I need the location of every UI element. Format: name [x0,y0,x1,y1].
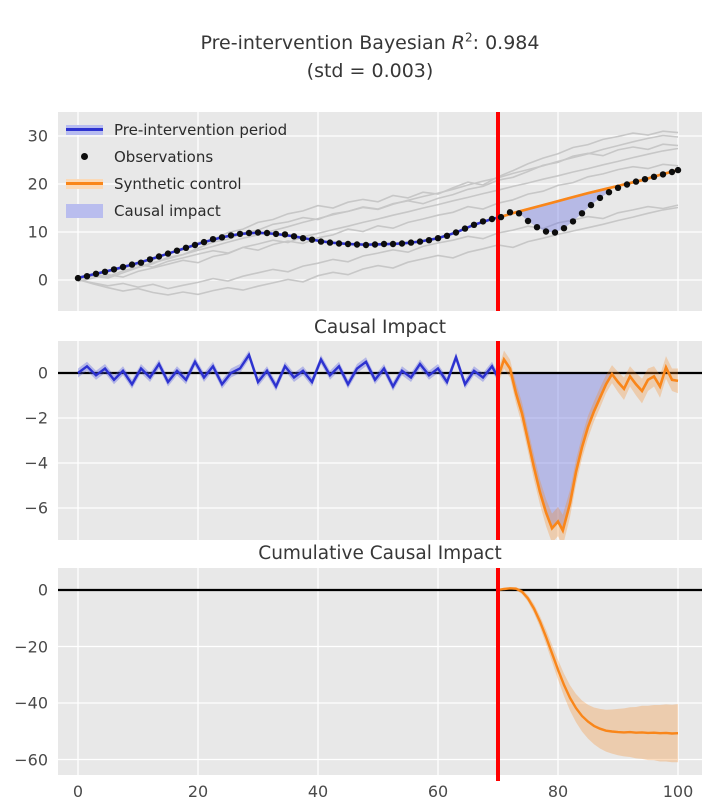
synthetic-control-swatch-icon [66,177,103,191]
figure-title [40,24,700,85]
y-tick-label: −20 [14,637,48,656]
legend-item-pre-intervention [66,119,287,140]
x-tick-label: 60 [427,782,449,801]
panel-title-causal-impact: Causal Impact [314,317,446,338]
legend [66,119,287,221]
x-tick-label: 0 [72,782,84,801]
legend-item-causal-impact [66,200,287,221]
legend-item-synthetic-control [66,173,287,194]
y-tick-label: 0 [37,363,48,383]
y-tick-label: 0 [37,270,48,290]
y-tick-label: 0 [37,580,48,600]
causal-impact-swatch-icon [66,204,103,218]
legend-item-observations [66,146,287,167]
panel-title-cumulative-causal-impact: Cumulative Causal Impact [258,543,502,564]
x-tick-label: 20 [187,782,209,801]
pre-intervention-swatch-icon [66,123,103,137]
figure-title-line2: (std = 0.003) [306,60,434,83]
x-tick-label: 80 [547,782,569,801]
y-tick-label: −60 [14,750,48,769]
y-tick-label: −40 [14,693,48,713]
observations-dot-icon [66,150,103,164]
figure-title-line1: Pre-intervention Bayesian $R^2$: 0.984 [200,31,540,55]
y-tick-label: −4 [24,453,48,473]
y-tick-label: −6 [24,498,48,518]
x-tick-label: 100 [662,782,694,801]
x-tick-label: 40 [307,782,329,801]
y-tick-label: 10 [27,222,48,242]
r-squared-symbol: R [451,32,465,55]
legend-label: Pre-intervention period [114,120,288,139]
y-tick-label: 20 [27,174,48,194]
y-tick-label: −2 [24,408,48,428]
legend-label: Synthetic control [114,174,242,193]
legend-label: Causal impact [114,201,221,220]
y-tick-label: 30 [27,126,48,146]
legend-label: Observations [114,147,214,166]
